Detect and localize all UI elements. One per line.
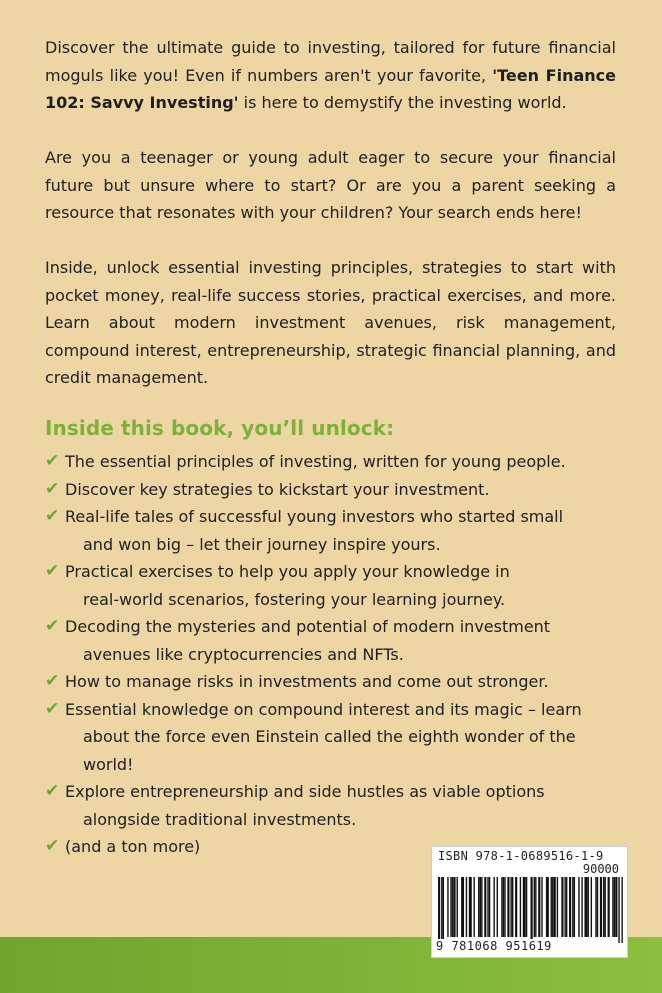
checkmark-icon: ✔ (45, 698, 60, 719)
barcode-bar (480, 877, 481, 937)
barcode-bar (561, 877, 563, 937)
barcode-bar (572, 877, 573, 937)
barcode-bar (588, 877, 589, 937)
barcode-bar (538, 877, 540, 937)
checklist-item (45, 778, 635, 833)
barcode-bar (531, 877, 533, 943)
barcode-bar (524, 877, 525, 937)
barcode-bar (600, 877, 602, 937)
checklist-item-text: alongside traditional investments. (83, 809, 357, 829)
barcode-bar (612, 877, 613, 937)
checklist-item-text: Practical exercises to help you apply your knowledge in (65, 562, 510, 581)
barcode-bar (535, 877, 536, 937)
barcode-bar (453, 877, 455, 937)
checklist-item-text: real-world scenarios, fostering your learning journey. (83, 589, 506, 609)
barcode-bar (497, 877, 498, 937)
barcode-bar (603, 877, 604, 937)
barcode-bar (504, 877, 505, 937)
barcode-bar (441, 877, 442, 943)
checklist-item (45, 558, 635, 613)
barcode-bar (447, 877, 448, 937)
checklist-item-text: Decoding the mysteries and potential of modern investment (65, 617, 551, 636)
checkmark-icon: ✔ (45, 451, 60, 471)
checklist-item-text: world! (83, 754, 134, 774)
barcode-bar (466, 877, 467, 937)
barcode-bar (586, 877, 587, 937)
checkmark-icon: ✔ (45, 671, 60, 691)
barcode-bar (551, 877, 552, 937)
book-title: 'Teen Finance 102: Savvy Investing' (45, 65, 616, 112)
checklist-item (45, 503, 635, 558)
checklist-item (45, 448, 635, 476)
barcode-bar (534, 877, 535, 937)
barcode-bar (569, 877, 571, 937)
barcode-bar (591, 877, 592, 937)
checklist-item-text: and won big – let their journey inspire yours. (83, 534, 441, 554)
intro-text-before: Discover the ultimate guide to investing, tailored for future financial moguls like you! Even if numbers aren't your favorite, (45, 38, 616, 85)
barcode-bar (438, 877, 440, 943)
contents-paragraph: Inside, unlock essential investing principles, strategies to start with pocket money, real-life success stories, practical exercises, and more. Learn about modern investment avenues, risk management, compound interest, entrepreneurship, strategic financial planning, and credit management. (45, 258, 616, 387)
ean-number: 9 781068 951619 (436, 939, 552, 953)
checklist-item (45, 613, 635, 668)
intro-text-after: is here to demystify the investing world. (238, 93, 567, 112)
barcode-bar (481, 877, 482, 937)
barcode-bar (566, 877, 567, 937)
barcode-bar (489, 877, 490, 937)
barcode-bar (574, 877, 575, 937)
checklist-item-text: avenues like cryptocurrencies and NFTs. (83, 644, 404, 664)
checklist-item-text: Essential knowledge on compound interest and its magic – learn (65, 699, 582, 719)
barcode-bar (578, 877, 579, 937)
checklist-item-text: about the force even Einstein called the eighth wonder of the (83, 727, 576, 746)
barcode-bar (494, 877, 495, 937)
barcode-bars (438, 877, 623, 943)
checklist-item (45, 696, 635, 779)
isbn-barcode (431, 846, 628, 958)
barcode-bar (470, 877, 471, 937)
barcode-bar (608, 877, 610, 937)
unlock-checklist (45, 448, 635, 861)
barcode-bar (515, 877, 517, 937)
barcode-bar (564, 877, 565, 937)
barcode-bar (507, 877, 509, 937)
barcode-bar (484, 877, 486, 937)
barcode-bar (443, 877, 444, 943)
barcode-bar (478, 877, 479, 937)
barcode-bar (526, 877, 527, 937)
checklist-item-text: How to manage risks in investments and come out stronger. (65, 672, 549, 691)
barcode-bar (541, 877, 542, 937)
checkmark-icon: ✔ (45, 781, 60, 801)
barcode-bar (621, 877, 622, 943)
checkmark-icon: ✔ (45, 836, 60, 856)
barcode-bar (552, 877, 553, 937)
isbn-label: ISBN 978-1-0689516-1-9 (438, 849, 604, 863)
barcode-bar (450, 877, 451, 937)
barcode-bar (554, 877, 556, 937)
barcode-bar (547, 877, 548, 937)
intro-paragraph (45, 34, 616, 117)
barcode-bar (512, 877, 513, 937)
barcode-bar (487, 877, 488, 937)
barcode-bar (457, 877, 458, 937)
checklist-item-text: (and a ton more) (65, 837, 201, 856)
price-addon-label: 90000 (582, 862, 619, 876)
audience-paragraph: Are you a teenager or young adult eager to secure your financial future but unsure where to start? Or are you a parent seeking a resource that resonates with your children? Your search ends here! (45, 148, 616, 222)
checkmark-icon: ✔ (45, 506, 60, 526)
barcode-bar (501, 877, 502, 937)
barcode-bar (452, 877, 453, 937)
checkmark-icon: ✔ (45, 478, 60, 499)
barcode-bar (581, 877, 582, 937)
barcode-bar (473, 877, 474, 937)
barcode-bar (595, 877, 596, 937)
barcode-bar (597, 877, 598, 937)
unlock-heading: Inside this book, you’ll unlock: (45, 416, 395, 440)
barcode-bar (503, 877, 504, 937)
checklist-item-text: Discover key strategies to kickstart your investment. (65, 479, 490, 499)
barcode-bar (520, 877, 521, 937)
checklist-item-text: The essential principles of investing, written for young people. (65, 452, 566, 471)
barcode-bar (510, 877, 511, 937)
barcode-bar (615, 877, 617, 937)
barcode-bar (463, 877, 464, 937)
checkmark-icon: ✔ (45, 561, 60, 581)
barcode-bar (614, 877, 615, 937)
checklist-item-text: Real-life tales of successful young investors who started small (65, 507, 564, 526)
checklist-item-text: Explore entrepreneurship and side hustles as viable options (65, 782, 545, 801)
checkmark-icon: ✔ (45, 616, 60, 636)
checklist-item (45, 668, 635, 696)
barcode-bar (618, 877, 619, 943)
checklist-item (45, 476, 635, 504)
barcode-bar (605, 877, 606, 937)
barcode-bar (557, 877, 558, 937)
